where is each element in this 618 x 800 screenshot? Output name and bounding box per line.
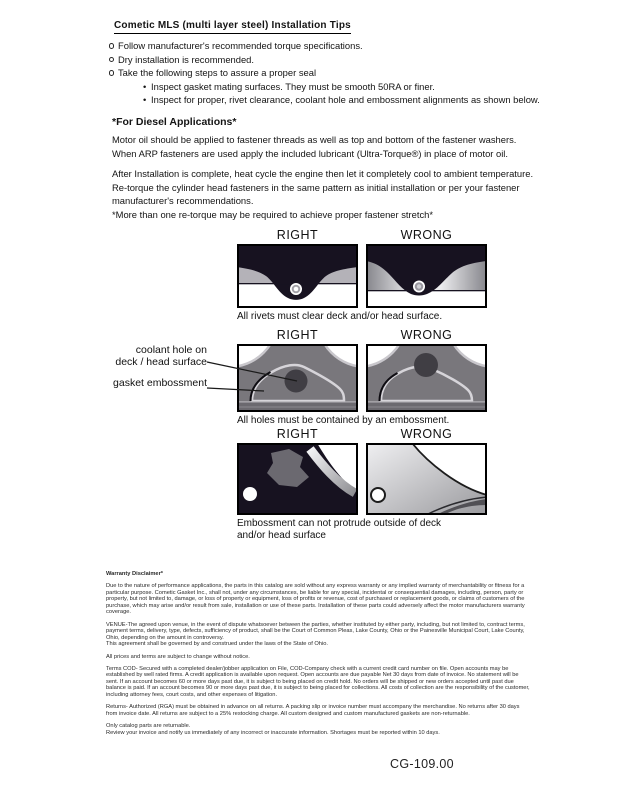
diesel-paragraph: Motor oil should be applied to fastener threads as well as top and bottom of the fastener washers. When ARP fasteners are used apply the included lubricant (Ultra-Torque®) in place of motor oil. xyxy=(112,134,517,159)
page-code: CG-109.00 xyxy=(390,757,454,771)
list-item: Dry installation is recommended. xyxy=(109,53,549,67)
venue-paragraph: VENUE-The agreed upon venue, in the event of dispute whatsoever between the parties, whether instituted by either party, including, but not limited to, contract terms, payment terms, delivery, type, defects, sufficiency of product, shall be the Court of Common Pleas, Lake County, Ohio or the Painesville Municipal Court, Lake County, Ohio, depending on the amount in controversy. xyxy=(106,621,525,641)
warranty-disclaimer-section xyxy=(106,571,530,742)
retorque-note: *More than one re-torque may be required to achieve proper fastener stretch* xyxy=(112,209,434,220)
right-label: RIGHT xyxy=(276,427,319,441)
governing-law-line: This agreement shall be governed by and construed under the laws of the State of Ohio. xyxy=(106,641,328,648)
embossment-wrong-diagram xyxy=(366,344,487,412)
embossment-right-diagram xyxy=(237,344,358,412)
rivet-diagram-row xyxy=(237,228,487,323)
rivet-wrong-diagram xyxy=(366,244,487,308)
installation-tips-list xyxy=(109,39,549,107)
returnable-line: Only catalog parts are returnable. xyxy=(106,723,191,730)
list-item: • Inspect for proper, rivet clearance, coolant hole and embossment alignments as shown below. xyxy=(143,93,549,107)
page-title: Cometic MLS (multi layer steel) Installation Tips xyxy=(114,20,351,34)
list-item: Follow manufacturer's recommended torque specifications. xyxy=(109,39,549,53)
protrusion-right-diagram xyxy=(237,443,358,515)
invoice-review-line: Review your invoice and notify us immediately of any incorrect or inaccurate information. Shortages must be reported within 10 days. xyxy=(106,729,440,736)
wrong-label: WRONG xyxy=(400,328,453,342)
list-item: • Inspect gasket mating surfaces. They must be smooth 50RA or finer. xyxy=(143,80,549,94)
protrusion-caption xyxy=(237,518,487,541)
heat-cycle-paragraph: After Installation is complete, heat cycle the engine then let it completely cool to ambient temperature. Re-torque the cylinder head fasteners in the same pattern as initial installation or per your fastener manufacturer's recommendations. xyxy=(112,168,534,207)
list-item: Take the following steps to assure a proper seal xyxy=(109,66,549,80)
coolant-hole-annotation xyxy=(107,344,207,368)
terms-cod-paragraph: Terms COD- Secured with a completed dealer/jobber application on File, COD-Company check with a current credit card number on file. Open accounts may be established by well rated firms. A credit application is available upon request. Open accounts are due payable Net 30 days from date of invoice. No statement will be sent. If an account becomes 60 or more days past due, it is subject to being placed on credit hold. No orders will be shipped or new orders accepted until past due balance is paid. If an account becomes 90 or more days past due, it is subject to being placed for collections. All costs of collection are the responsibility of the customer, including attorney fees, court costs, and other expenses of litigation. xyxy=(106,665,530,698)
rivet-caption: All rivets must clear deck and/or head surface. xyxy=(237,311,443,322)
right-label: RIGHT xyxy=(276,328,319,342)
gasket-embossment-annotation: gasket embossment xyxy=(113,377,207,389)
disclaimer-paragraph: Due to the nature of performance applications, the parts in this catalog are sold without any express warranty or any implied warranty of merchantability or fitness for a particular purpose. Cometic Gasket Inc., shall not, under any circumstances, be liable for any special, incidental or consequential damages, including, person, party or property, but not limited to, damage, or loss of property or equipment, loss of profits or revenue, cost of purchased or replacement goods, or claims of customers of the purchase, which may arise and/or result from sale, installation or use of these parts. Installation of these parts could adversely affect the motor manufacturers warranty coverage. xyxy=(106,583,525,616)
protrusion-diagram-row xyxy=(237,427,487,541)
prices-terms-line: All prices and terms are subject to change without notice. xyxy=(106,653,250,660)
right-label: RIGHT xyxy=(276,228,319,242)
coolant-hole-diagram-row xyxy=(237,328,487,427)
coolant-hole-caption: All holes must be contained by an embossment. xyxy=(237,415,450,426)
rivet-right-diagram xyxy=(237,244,358,308)
wrong-label: WRONG xyxy=(400,427,453,441)
annotation-text: deck / head surface xyxy=(115,356,207,368)
protrusion-wrong-diagram xyxy=(366,443,487,515)
returns-paragraph: Returns- Authorized (RGA) must be obtained in advance on all returns. A packing slip or invoice number must accompany the merchandise. No returns after 30 days from invoice date. All returns are subject to a 25% restocking charge. All custom designed and custom manufactured gaskets are non-returnable. xyxy=(106,704,520,717)
caption-line: Embossment can not protrude outside of deck xyxy=(237,518,442,529)
warranty-disclaimer-heading: Warranty Disclaimer* xyxy=(106,571,164,577)
annotation-text: coolant hole on xyxy=(135,344,207,356)
caption-line: and/or head surface xyxy=(237,529,326,541)
wrong-label: WRONG xyxy=(400,228,453,242)
diesel-applications-heading: *For Diesel Applications* xyxy=(112,116,237,128)
